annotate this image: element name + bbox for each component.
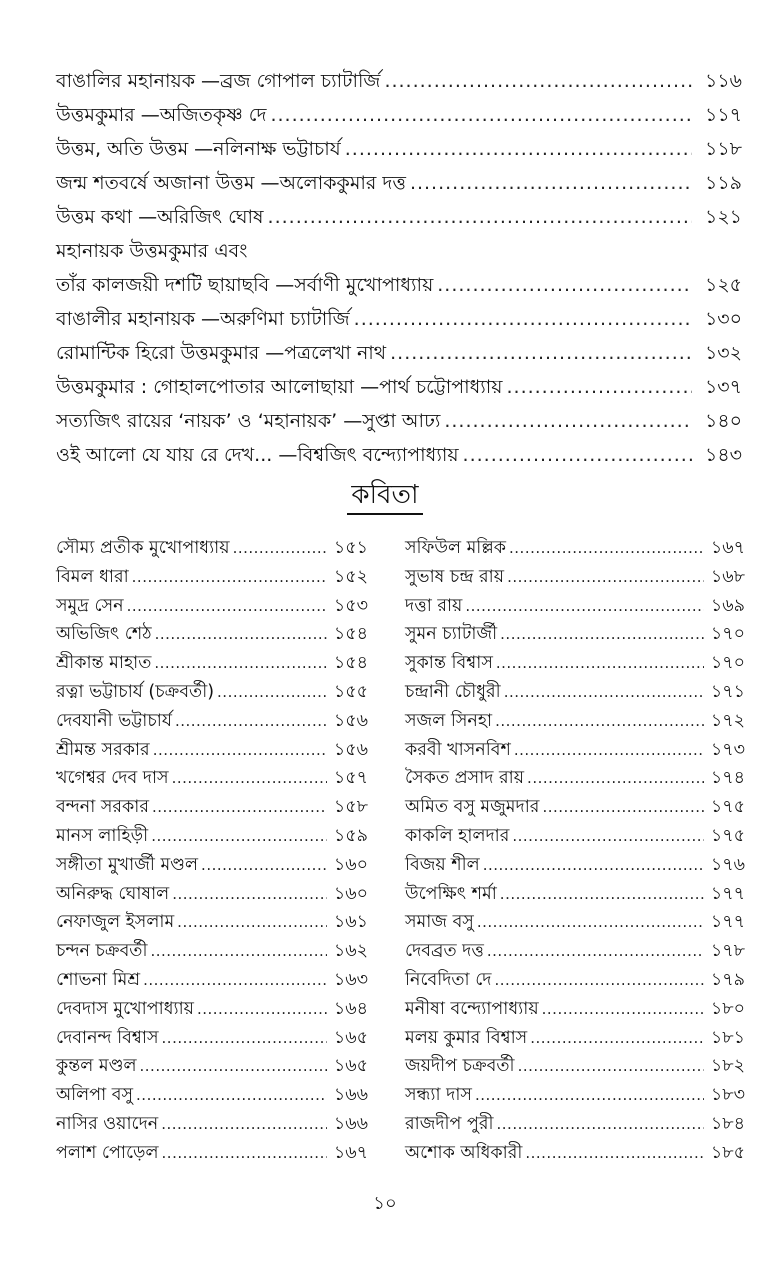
essay-entry bbox=[56, 370, 742, 404]
essay-page: ১১৬ bbox=[704, 70, 742, 92]
dot-leader bbox=[500, 880, 704, 909]
poet-name: বিজয় শীল bbox=[405, 854, 480, 875]
dot-leader bbox=[155, 620, 327, 649]
poet-page: ১৬৪ bbox=[333, 998, 368, 1019]
dot-leader bbox=[154, 649, 327, 678]
poet-entry bbox=[405, 592, 745, 621]
poet-name: শোভনা মিশ্র bbox=[56, 969, 141, 990]
dot-leader bbox=[437, 268, 692, 302]
essay-page: ১১৮ bbox=[705, 138, 742, 160]
poet-name: নিবেদিতা দে bbox=[405, 969, 492, 990]
poet-page: ১৬২ bbox=[333, 941, 368, 962]
dot-leader bbox=[390, 336, 692, 370]
poet-page: ১৮৪ bbox=[710, 1113, 745, 1134]
poet-entry bbox=[56, 966, 368, 995]
poet-entry bbox=[56, 1139, 368, 1168]
dot-leader bbox=[542, 995, 704, 1024]
poet-name: করবী খাসনবিশ bbox=[405, 739, 511, 760]
poet-entry bbox=[405, 851, 745, 880]
poet-page: ১৫৫ bbox=[333, 681, 368, 702]
dot-leader bbox=[162, 1139, 327, 1168]
poet-entry bbox=[56, 793, 368, 822]
poet-entry bbox=[405, 563, 745, 592]
essay-entry bbox=[56, 98, 742, 132]
dot-leader bbox=[542, 793, 704, 822]
poet-name: সফিউল মল্লিক bbox=[405, 538, 507, 558]
dot-leader bbox=[197, 995, 327, 1024]
dot-leader bbox=[509, 534, 704, 563]
essay-title: বাঙালীর মহানায়ক —অরুণিমা চ্যাটার্জি bbox=[56, 308, 350, 330]
poet-entry bbox=[405, 1110, 745, 1139]
dot-leader bbox=[153, 736, 327, 765]
poet-page: ১৬৫ bbox=[333, 1027, 368, 1048]
poet-page: ১৬৭ bbox=[710, 538, 745, 558]
poet-entry bbox=[405, 908, 745, 937]
poet-name: রত্না ভট্টাচার্য (চক্রবর্তী) bbox=[56, 681, 215, 702]
poet-entry bbox=[56, 908, 368, 937]
dot-leader bbox=[514, 736, 704, 765]
poet-name: রাজদীপ পুরী bbox=[405, 1113, 494, 1134]
dot-leader bbox=[354, 302, 692, 336]
dot-leader bbox=[143, 966, 327, 995]
poet-name: সমুদ্র সেন bbox=[56, 595, 124, 616]
poet-page: ১৭৭ bbox=[710, 883, 745, 904]
poet-entry bbox=[405, 1139, 745, 1168]
poet-name: অনিরুদ্ধ ঘোষাল bbox=[56, 883, 170, 904]
essay-page: ১৪০ bbox=[704, 410, 742, 432]
dot-leader bbox=[475, 1081, 704, 1110]
dot-leader bbox=[150, 937, 327, 966]
essay-title: উত্তমকুমার : গোহালপোতার আলোছায়া —পার্থ চট্টোপাধ্যায় bbox=[56, 376, 503, 398]
poet-entry bbox=[56, 995, 368, 1024]
poet-entry bbox=[56, 563, 368, 592]
poets-right-column bbox=[405, 534, 745, 1168]
poet-page: ১৭৩ bbox=[710, 739, 745, 760]
dot-leader bbox=[504, 678, 704, 707]
poet-name: অমিত বসু মজুমদার bbox=[405, 797, 540, 818]
poet-entry bbox=[56, 1052, 368, 1081]
dot-leader bbox=[127, 592, 327, 621]
essay-entry bbox=[56, 132, 742, 166]
poet-page: ১৫১ bbox=[333, 538, 368, 558]
dot-leader bbox=[496, 649, 704, 678]
poet-entry bbox=[56, 822, 368, 851]
poet-name: দেবব্রত দত্ত bbox=[405, 941, 484, 962]
essay-page: ১৩৭ bbox=[704, 376, 742, 398]
poet-entry bbox=[405, 736, 745, 765]
poet-page: ১৭০ bbox=[710, 653, 745, 674]
poet-name: সুভাষ চন্দ্র রায় bbox=[405, 566, 505, 587]
essay-title: রোমান্টিক হিরো উত্তমকুমার —পত্রলেখা নাথ bbox=[56, 342, 387, 364]
essay-page: ১২১ bbox=[704, 206, 742, 228]
poet-entry bbox=[405, 764, 745, 793]
dot-leader bbox=[483, 851, 704, 880]
section-heading: কবিতা bbox=[347, 478, 422, 515]
dot-leader bbox=[270, 98, 692, 132]
essay-title: মহানায়ক উত্তমকুমার এবং bbox=[56, 240, 248, 262]
poet-name: খগেশ্বর দেব দাস bbox=[56, 768, 169, 789]
poet-entry bbox=[56, 707, 368, 736]
poet-page: ১৮৫ bbox=[710, 1142, 745, 1163]
poet-page: ১৬৫ bbox=[333, 1056, 368, 1077]
dot-leader bbox=[410, 166, 692, 200]
poet-entry bbox=[405, 620, 745, 649]
poet-entry bbox=[56, 1024, 368, 1053]
dot-leader bbox=[495, 966, 705, 995]
essay-entry bbox=[56, 166, 742, 200]
dot-leader bbox=[497, 1110, 704, 1139]
poet-name: মলয় কুমার বিশ্বাস bbox=[405, 1027, 528, 1048]
poet-entry bbox=[405, 1052, 745, 1081]
poet-name: উপেক্ষিৎ শর্মা bbox=[405, 883, 497, 904]
poet-name: সুকান্ত বিশ্বাস bbox=[405, 653, 493, 674]
poet-entry bbox=[56, 1081, 368, 1110]
poet-name: জয়দীপ চক্রবর্তী bbox=[405, 1056, 515, 1077]
poet-name: মনীষা বন্দ্যোপাধ্যায় bbox=[405, 998, 539, 1019]
poet-page: ১৬৯ bbox=[710, 595, 745, 616]
poet-page: ১৮৩ bbox=[710, 1085, 745, 1106]
poet-entry bbox=[405, 822, 745, 851]
poet-entry bbox=[56, 880, 368, 909]
poet-name: চন্দ্রানী চৌধুরী bbox=[405, 681, 501, 702]
poet-name: বিমল ধারা bbox=[56, 566, 129, 587]
dot-leader bbox=[530, 1024, 704, 1053]
essay-title: বাঙালির মহানায়ক —ব্রজ গোপাল চ্যাটার্জি bbox=[56, 70, 381, 92]
poet-name: চন্দন চক্রবর্তী bbox=[56, 941, 148, 962]
poet-entry bbox=[56, 678, 368, 707]
poet-page: ১৫৬ bbox=[333, 710, 368, 731]
poet-entry bbox=[405, 937, 745, 966]
poet-name: দত্তা রায় bbox=[405, 595, 463, 616]
dot-leader bbox=[172, 880, 327, 909]
dot-leader bbox=[512, 822, 704, 851]
essay-page: ১৪৩ bbox=[704, 444, 742, 466]
poet-name: নাসির ওয়াদেন bbox=[56, 1113, 159, 1134]
poet-page: ১৭৬ bbox=[710, 854, 745, 875]
poet-name: দেবযানী ভট্টাচার্য bbox=[56, 710, 172, 731]
poet-page: ১৫৪ bbox=[333, 653, 368, 674]
dot-leader bbox=[172, 764, 327, 793]
poet-page: ১৬৬ bbox=[333, 1113, 368, 1134]
poet-entry bbox=[405, 1081, 745, 1110]
poet-page: ১৮০ bbox=[710, 998, 745, 1019]
poet-page: ১৭০ bbox=[710, 624, 745, 645]
poet-page: ১৬১ bbox=[333, 912, 368, 933]
dot-leader bbox=[201, 851, 327, 880]
poet-name: পলাশ পোড়েল bbox=[56, 1142, 159, 1163]
poet-page: ১৫৪ bbox=[333, 624, 368, 645]
essay-title: উত্তম, অতি উত্তম —নলিনাক্ষ ভট্টাচার্য bbox=[56, 138, 341, 160]
essay-title: জন্ম শতবর্ষে অজানা উত্তম —অলোককুমার দত্ত bbox=[56, 172, 406, 194]
poet-name: সজল সিনহা bbox=[405, 710, 493, 731]
poet-entry bbox=[56, 592, 368, 621]
dot-leader bbox=[506, 370, 692, 404]
poet-name: সুমন চ্যাটার্জী bbox=[405, 624, 498, 645]
poet-entry bbox=[405, 678, 745, 707]
essay-title: তাঁর কালজয়ী দশটি ছায়াছবি —সর্বাণী মুখোপাধ্যায় bbox=[56, 274, 434, 296]
essay-page: ১১৭ bbox=[704, 104, 742, 126]
poet-page: ১৭২ bbox=[710, 710, 745, 731]
poet-name: দেবানন্দ বিশ্বাস bbox=[56, 1027, 159, 1048]
dot-leader bbox=[132, 563, 327, 592]
dot-leader bbox=[477, 908, 704, 937]
poet-page: ১৭৫ bbox=[710, 825, 745, 846]
poet-page: ১৬৭ bbox=[333, 1142, 368, 1163]
page-number: ১০ bbox=[373, 1193, 397, 1214]
poet-entry bbox=[56, 764, 368, 793]
dot-leader bbox=[527, 764, 704, 793]
poet-page: ১৭৭ bbox=[710, 912, 745, 933]
poet-page: ১৭৪ bbox=[710, 768, 745, 789]
poet-entry bbox=[56, 851, 368, 880]
poet-name: অলিপা বসু bbox=[56, 1085, 134, 1106]
essay-entry bbox=[56, 268, 742, 302]
essay-title: উত্তম কথা —অরিজিৎ ঘোষ bbox=[56, 206, 264, 228]
essay-entry bbox=[56, 302, 742, 336]
poet-name: দেবদাস মুখোপাধ্যায় bbox=[56, 998, 194, 1019]
essay-entry-first-line bbox=[56, 234, 742, 268]
essay-page: ১১৯ bbox=[705, 172, 742, 194]
poet-name: সৌম্য প্রতীক মুখোপাধ্যায় bbox=[56, 538, 230, 558]
poet-name: কুন্তল মণ্ডল bbox=[56, 1056, 137, 1077]
poet-name: শ্রীকান্ত মাহাত bbox=[56, 653, 152, 674]
poet-page: ১৫৮ bbox=[333, 797, 368, 818]
poet-entry bbox=[56, 937, 368, 966]
dot-leader bbox=[525, 1139, 704, 1168]
poet-entry bbox=[405, 707, 745, 736]
poet-page: ১৬০ bbox=[333, 883, 368, 904]
dot-leader bbox=[151, 822, 327, 851]
poet-page: ১৫৯ bbox=[333, 825, 368, 846]
poet-page: ১৭১ bbox=[710, 681, 745, 702]
poet-entry bbox=[56, 736, 368, 765]
essay-page: ১২৫ bbox=[704, 274, 742, 296]
poet-name: সমাজ বসু bbox=[405, 912, 474, 933]
dot-leader bbox=[495, 707, 704, 736]
dot-leader bbox=[140, 1052, 327, 1081]
dot-leader bbox=[518, 1052, 704, 1081]
dot-leader bbox=[487, 937, 704, 966]
poet-entry bbox=[405, 995, 745, 1024]
poet-entry bbox=[405, 649, 745, 678]
dot-leader bbox=[175, 707, 327, 736]
dot-leader bbox=[161, 1110, 327, 1139]
section-heading-wrap bbox=[0, 478, 770, 515]
essay-entry bbox=[56, 404, 742, 438]
poet-page: ১৮১ bbox=[710, 1027, 745, 1048]
poet-name: মানস লাহিড়ী bbox=[56, 825, 149, 846]
essay-entry bbox=[56, 64, 742, 98]
dot-leader bbox=[152, 793, 327, 822]
poet-entry bbox=[56, 1110, 368, 1139]
essay-title: ওই আলো যে যায় রে দেখ... —বিশ্বজিৎ বন্দ্যোপাধ্যায় bbox=[56, 444, 459, 466]
essay-title: উত্তমকুমার —অজিতকৃষ্ণ দে bbox=[56, 104, 267, 126]
essay-entry bbox=[56, 438, 742, 472]
essay-page: ১৩২ bbox=[704, 342, 742, 364]
essay-page: ১৩০ bbox=[704, 308, 742, 330]
dot-leader bbox=[463, 438, 692, 472]
essay-entry bbox=[56, 336, 742, 370]
poet-name: সঙ্গীতা মুখার্জী মণ্ডল bbox=[56, 854, 199, 875]
dot-leader bbox=[465, 592, 704, 621]
poet-entry bbox=[405, 793, 745, 822]
poets-left-column bbox=[56, 534, 368, 1168]
dot-leader bbox=[162, 1024, 327, 1053]
poet-name: সৈকত প্রসাদ রায় bbox=[405, 768, 525, 789]
dot-leader bbox=[177, 908, 327, 937]
poet-page: ১৫৬ bbox=[333, 739, 368, 760]
dot-leader bbox=[268, 200, 692, 234]
poet-page: ১৬৬ bbox=[333, 1085, 368, 1106]
dot-leader bbox=[217, 678, 327, 707]
dot-leader bbox=[444, 404, 692, 438]
poet-name: কাকলি হালদার bbox=[405, 825, 510, 846]
poet-name: বন্দনা সরকার bbox=[56, 797, 149, 818]
essay-entry bbox=[56, 200, 742, 234]
dot-leader bbox=[345, 132, 692, 166]
dot-leader bbox=[500, 620, 704, 649]
poet-entry bbox=[405, 966, 745, 995]
poet-entry bbox=[405, 880, 745, 909]
poet-page: ১৮২ bbox=[710, 1056, 745, 1077]
poet-entry bbox=[405, 534, 745, 563]
poet-page: ১৫২ bbox=[333, 566, 368, 587]
poet-name: অশোক অধিকারী bbox=[405, 1142, 523, 1163]
poet-page: ১৭৯ bbox=[710, 969, 745, 990]
poet-name: সন্ধ্যা দাস bbox=[405, 1085, 472, 1106]
dot-leader bbox=[233, 534, 327, 563]
poet-page: ১৭৫ bbox=[710, 797, 745, 818]
poet-name: অভিজিৎ শেঠ bbox=[56, 624, 152, 645]
dot-leader bbox=[507, 563, 704, 592]
poet-page: ১৬০ bbox=[333, 854, 368, 875]
poet-entry bbox=[56, 534, 368, 563]
dot-leader bbox=[136, 1081, 327, 1110]
poet-page: ১৬৮ bbox=[710, 566, 745, 587]
poet-name: নেফাজুল ইসলাম bbox=[56, 912, 175, 933]
poet-entry bbox=[56, 620, 368, 649]
essay-list bbox=[56, 64, 742, 472]
dot-leader bbox=[384, 64, 692, 98]
poet-page: ১৫৭ bbox=[333, 768, 368, 789]
poet-page: ১৭৮ bbox=[710, 941, 745, 962]
essay-title: সত্যজিৎ রায়ের ‘নায়ক’ ও ‘মহানায়ক’ —সুপ্তা আঢ্য bbox=[56, 410, 441, 432]
poet-entry bbox=[56, 649, 368, 678]
poet-page: ১৫৩ bbox=[333, 595, 368, 616]
poet-entry bbox=[405, 1024, 745, 1053]
poet-page: ১৬৩ bbox=[333, 969, 368, 990]
poet-name: শ্রীমন্ত সরকার bbox=[56, 739, 150, 760]
